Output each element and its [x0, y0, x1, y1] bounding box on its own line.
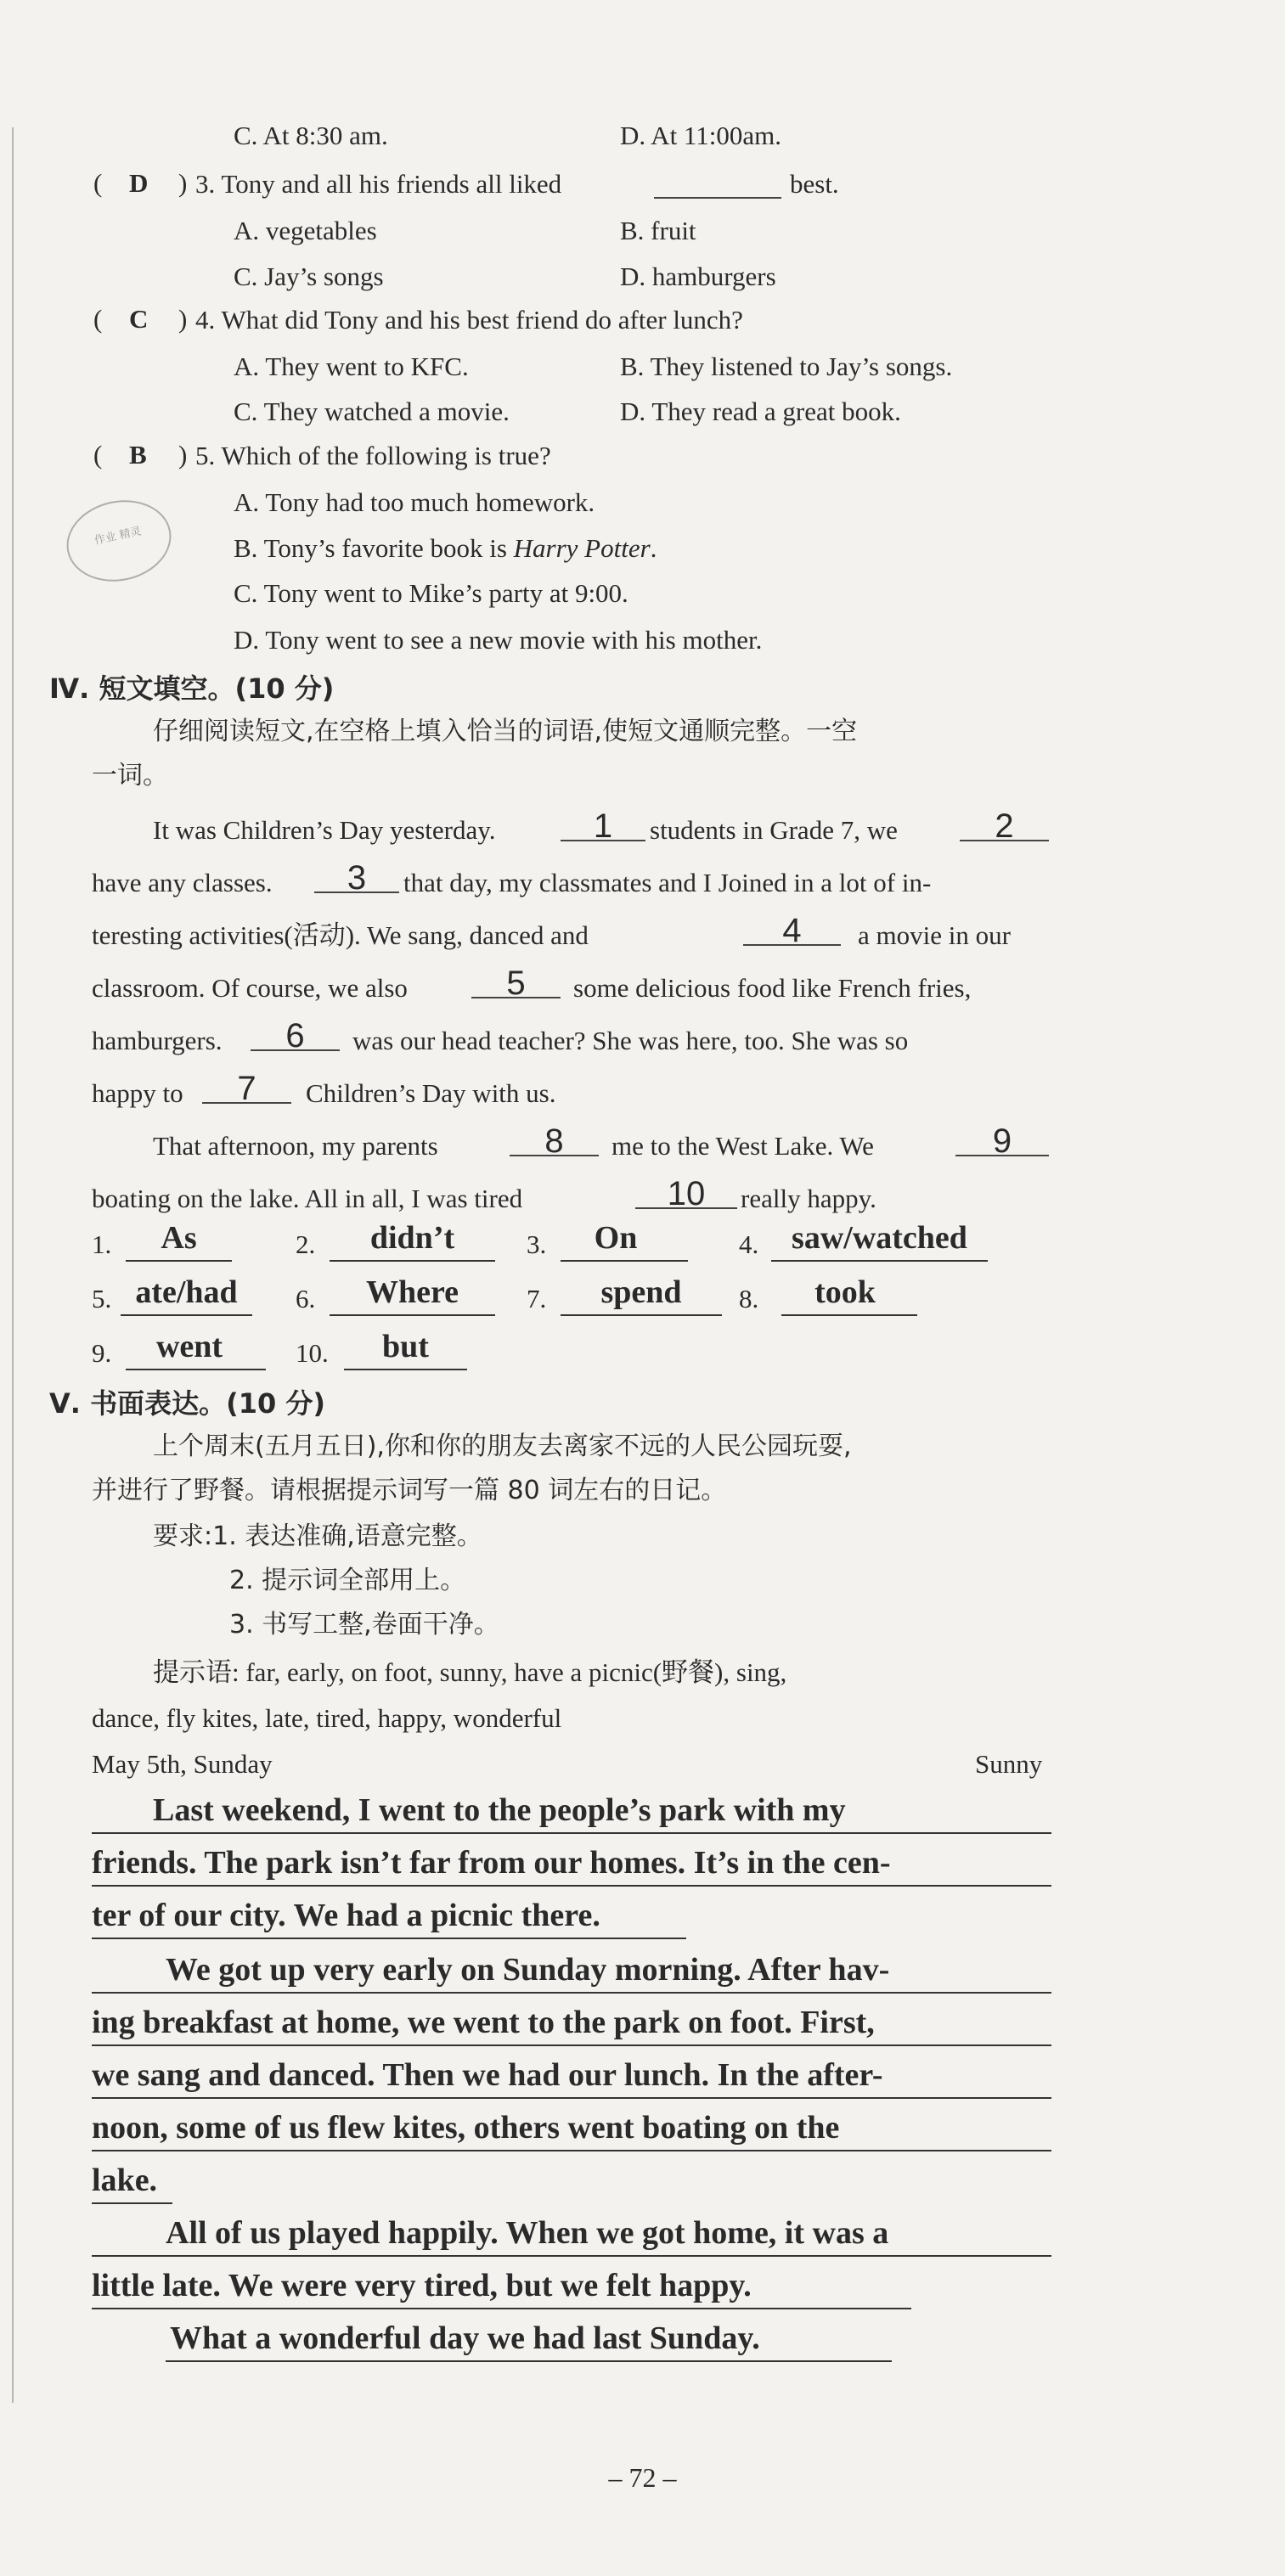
- hint-line-1: 提示语: far, early, on foot, sunny, have a picnic(野餐), sing,: [153, 1657, 787, 1687]
- answer-3: On: [594, 1220, 638, 1256]
- blank-10: 10: [635, 1178, 737, 1209]
- passage-l1a: It was Children’s Day yesterday.: [153, 815, 496, 845]
- q4-paren-close: ): [178, 304, 188, 334]
- q4-option-d: D. They read a great book.: [620, 397, 901, 426]
- answer-label-10: 10.: [296, 1338, 329, 1368]
- page-number: – 72 –: [608, 2462, 677, 2493]
- essay-line-7: noon, some of us flew kites, others went boating on the: [92, 2110, 840, 2146]
- section4-instruction-1: 仔细阅读短文,在空格上填入恰当的词语,使短文通顺完整。一空: [153, 717, 858, 746]
- answer-7: spend: [600, 1274, 682, 1310]
- section5-title: Ⅴ. 书面表达。(10 分): [49, 1387, 325, 1420]
- passage-l3b: a movie in our: [858, 920, 1011, 950]
- essay-rule: [92, 2202, 172, 2204]
- blank-3: 3: [314, 863, 399, 893]
- blank-8: 8: [510, 1126, 599, 1156]
- essay-rule: [92, 1992, 1051, 1994]
- essay-line-10: little late. We were very tired, but we felt happy.: [92, 2268, 752, 2303]
- q5-answer: B: [129, 440, 147, 470]
- passage-l4a: classroom. Of course, we also: [92, 973, 408, 1003]
- blank-4: 4: [743, 915, 841, 946]
- essay-line-1: Last weekend, I went to the people’s park with my: [153, 1792, 846, 1828]
- passage-p2-l2a: boating on the lake. All in all, I was tired: [92, 1184, 523, 1213]
- stamp: 作业 精灵: [59, 491, 179, 591]
- essay-line-2: friends. The park isn’t far from our homes. It’s in the cen-: [92, 1845, 891, 1881]
- essay-line-3: ter of our city. We had a picnic there.: [92, 1898, 600, 1933]
- passage-l1b: students in Grade 7, we: [650, 815, 898, 845]
- essay-line-4: We got up very early on Sunday morning. After hav-: [166, 1952, 890, 1988]
- blank-5: 5: [471, 968, 561, 998]
- answer-label-4: 4.: [739, 1229, 759, 1259]
- diary-weather: Sunny: [975, 1749, 1043, 1779]
- essay-line-6: we sang and danced. Then we had our lunch. In the after-: [92, 2057, 883, 2093]
- q5-stem: 5. Which of the following is true?: [195, 441, 551, 470]
- q3-option-c: C. Jay’s songs: [234, 262, 384, 291]
- section5-instruction-2: 并进行了野餐。请根据提示词写一篇 80 词左右的日记。: [92, 1476, 727, 1505]
- passage-l6a: happy to: [92, 1078, 183, 1108]
- blank-7: 7: [202, 1073, 291, 1104]
- answer-label-3: 3.: [527, 1229, 547, 1259]
- blank-6: 6: [251, 1021, 340, 1051]
- section5-instruction-1: 上个周末(五月五日),你和你的朋友去离家不远的人民公园玩耍,: [153, 1431, 852, 1461]
- q4-option-c: C. They watched a movie.: [234, 397, 510, 426]
- essay-line-5: ing breakfast at home, we went to the park on foot. First,: [92, 2005, 875, 2040]
- answer-label-2: 2.: [296, 1229, 316, 1259]
- q3-answer: D: [129, 168, 149, 198]
- essay-rule: [92, 1832, 1051, 1834]
- essay-line-9: All of us played happily. When we got home, it was a: [166, 2215, 889, 2251]
- answer-label-6: 6.: [296, 1284, 316, 1313]
- q3-stem-end: best.: [790, 169, 839, 199]
- margin-line: [12, 127, 14, 2403]
- passage-l5b: was our head teacher? She was here, too. She was so: [352, 1026, 909, 1055]
- q3-paren-close: ): [178, 168, 188, 198]
- q4-option-b: B. They listened to Jay’s songs.: [620, 352, 953, 381]
- blank-1: 1: [561, 811, 645, 841]
- essay-rule: [92, 2097, 1051, 2099]
- q4-option-a: A. They went to KFC.: [234, 352, 469, 381]
- essay-rule: [92, 1938, 686, 1939]
- q5-option-c: C. Tony went to Mike’s party at 9:00.: [234, 578, 628, 608]
- q3-stem: 3. Tony and all his friends all liked: [195, 169, 562, 199]
- requirement-3: 3. 书写工整,卷面干净。: [229, 1610, 499, 1640]
- q3-option-a: A. vegetables: [234, 216, 377, 245]
- answer-6: Where: [365, 1274, 459, 1310]
- blank-2: 2: [960, 811, 1049, 841]
- requirement-2: 2. 提示词全部用上。: [229, 1566, 466, 1595]
- essay-rule: [92, 2044, 1051, 2046]
- answer-label-7: 7.: [527, 1284, 547, 1313]
- answer-1: As: [161, 1220, 197, 1256]
- q2-option-d: D. At 11:00am.: [620, 121, 782, 150]
- q5-paren-open: (: [93, 440, 103, 470]
- passage-l3a: teresting activities(活动). We sang, danced and: [92, 920, 589, 950]
- essay-rule: [166, 2360, 892, 2362]
- q5-option-a: A. Tony had too much homework.: [234, 487, 595, 517]
- q5-option-b: B. Tony’s favorite book is Harry Potter.: [234, 533, 657, 563]
- passage-l2b: that day, my classmates and I Joined in a lot of in-: [403, 868, 932, 897]
- blank-9: 9: [955, 1126, 1049, 1156]
- q5-paren-close: ): [178, 440, 188, 470]
- passage-l5a: hamburgers.: [92, 1026, 223, 1055]
- essay-rule: [92, 2255, 1051, 2257]
- q2-option-c: C. At 8:30 am.: [234, 121, 388, 150]
- q3-option-d: D. hamburgers: [620, 262, 776, 291]
- answer-10: but: [382, 1329, 429, 1364]
- diary-date: May 5th, Sunday: [92, 1749, 273, 1779]
- q3-option-b: B. fruit: [620, 216, 696, 245]
- section4-instruction-2: 一词。: [92, 761, 168, 790]
- answer-4: saw/watched: [792, 1220, 967, 1256]
- passage-l6b: Children’s Day with us.: [306, 1078, 556, 1108]
- hint-line-2: dance, fly kites, late, tired, happy, wonderful: [92, 1703, 562, 1733]
- answer-5: ate/had: [135, 1274, 238, 1310]
- passage-p2-l1a: That afternoon, my parents: [153, 1131, 438, 1161]
- q3-blank: [654, 168, 781, 199]
- answer-2: didn’t: [369, 1220, 455, 1256]
- essay-rule: [92, 1885, 1051, 1887]
- q4-stem: 4. What did Tony and his best friend do after lunch?: [195, 305, 743, 335]
- answer-label-1: 1.: [92, 1229, 112, 1259]
- answer-9: went: [155, 1329, 223, 1364]
- q3-paren-open: (: [93, 168, 103, 198]
- passage-l4b: some delicious food like French fries,: [573, 973, 972, 1003]
- passage-p2-l2b: really happy.: [741, 1184, 876, 1213]
- answer-label-9: 9.: [92, 1338, 112, 1368]
- q4-paren-open: (: [93, 304, 103, 334]
- q4-answer: C: [129, 304, 149, 334]
- essay-line-11: What a wonderful day we had last Sunday.: [170, 2320, 760, 2356]
- section4-title: Ⅳ. 短文填空。(10 分): [49, 672, 335, 705]
- essay-rule: [92, 2308, 911, 2309]
- essay-rule: [92, 2150, 1051, 2151]
- essay-line-8: lake.: [92, 2163, 158, 2198]
- passage-p2-l1b: me to the West Lake. We: [612, 1131, 874, 1161]
- answer-label-5: 5.: [92, 1284, 112, 1313]
- answer-8: took: [814, 1274, 876, 1310]
- passage-l2a: have any classes.: [92, 868, 273, 897]
- q5-option-d: D. Tony went to see a new movie with his mother.: [234, 625, 763, 655]
- answer-label-8: 8.: [739, 1284, 759, 1313]
- requirement-1: 要求:1. 表达准确,语意完整。: [153, 1521, 482, 1551]
